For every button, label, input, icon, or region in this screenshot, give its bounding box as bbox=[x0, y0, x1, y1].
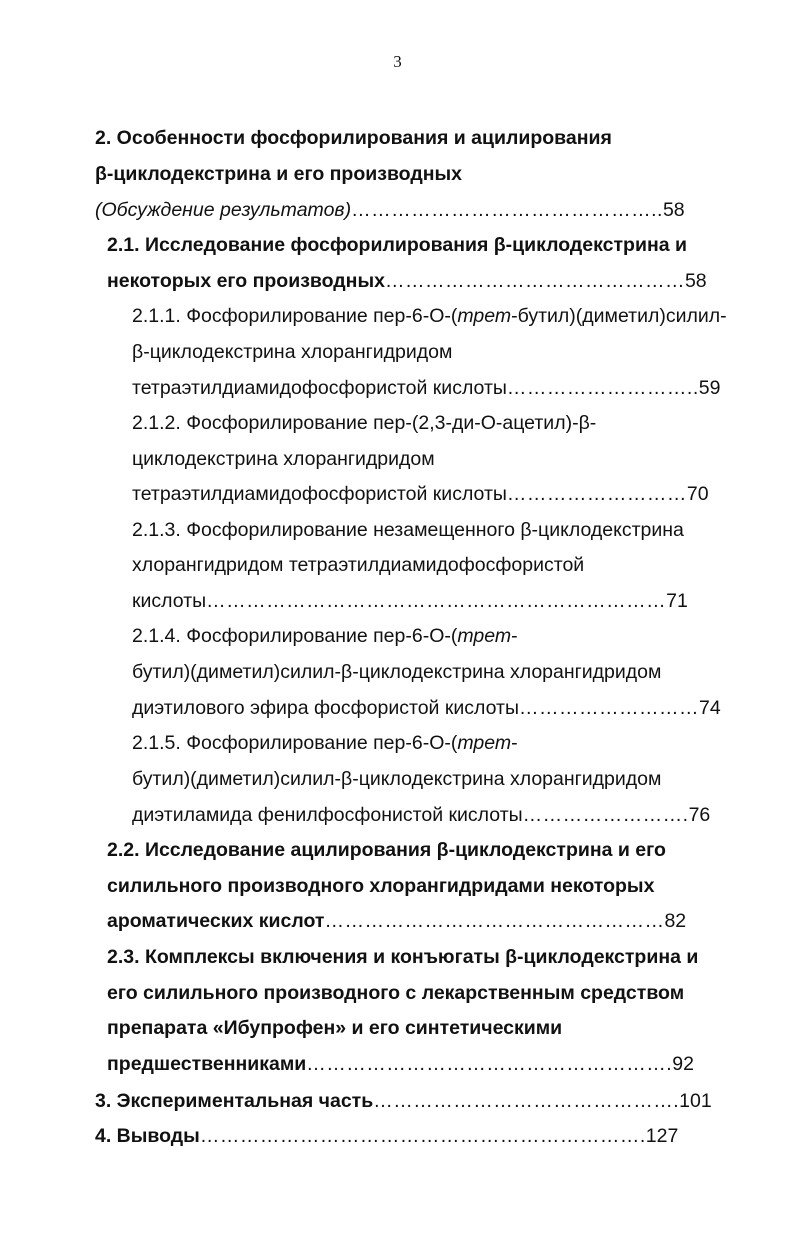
toc-chapter-2-entry[interactable] bbox=[95, 198, 685, 222]
toc-section-2-2-line-2: силильного производного хлорангидридами некоторых bbox=[107, 875, 655, 897]
toc-page-number: 82 bbox=[664, 910, 687, 932]
toc-section-2-3-line-3: препарата «Ибупрофен» и его синтетическими bbox=[107, 1017, 563, 1039]
toc-entry-text: 3. Экспериментальная часть bbox=[95, 1090, 374, 1112]
toc-chapter-4-entry[interactable] bbox=[95, 1124, 678, 1148]
page-number: 3 bbox=[393, 52, 402, 71]
toc-subsection-2-1-2-line-1: 2.1.2. Фосфорилирование пер-(2,3-ди-О-ацетил)-β- bbox=[132, 412, 597, 434]
toc-entry-text: тетраэтилдиамидофосфористой кислоты bbox=[132, 377, 507, 399]
toc-entry-text: некоторых его производных bbox=[107, 270, 385, 292]
toc-subsection-2-1-1-entry[interactable] bbox=[132, 376, 720, 400]
toc-leader-dots: ……………………. bbox=[522, 804, 689, 826]
toc-text-part: 2.1.5. Фосфорилирование пер-6-О-( bbox=[132, 732, 458, 754]
toc-page-number: 127 bbox=[645, 1125, 679, 1147]
toc-entry-text: ароматических кислот bbox=[107, 910, 325, 932]
toc-page-number: 70 bbox=[686, 483, 709, 505]
toc-leader-dots: ………………………………………………. bbox=[306, 1053, 673, 1075]
toc-chapter-2-title-line-2: β-циклодекстрина и его производных bbox=[95, 163, 462, 185]
toc-leader-dots: …………………………………………………………. bbox=[199, 1125, 646, 1147]
toc-subsection-2-1-1-line-2: β-циклодекстрина хлорангидридом bbox=[132, 341, 453, 363]
toc-leader-dots: ……………………… bbox=[519, 697, 700, 719]
toc-page-number: 58 bbox=[662, 199, 685, 221]
toc-subsection-2-1-2-entry[interactable] bbox=[132, 482, 709, 506]
toc-section-2-3-entry[interactable] bbox=[107, 1052, 694, 1076]
toc-entry-text: (Обсуждение результатов) bbox=[95, 199, 352, 221]
toc-text-italic: трет bbox=[457, 732, 512, 754]
toc-subsection-2-1-5-entry[interactable] bbox=[132, 803, 710, 827]
toc-subsection-2-1-2-line-2: циклодекстрина хлорангидридом bbox=[132, 448, 435, 470]
toc-leader-dots: ……………………… bbox=[506, 483, 687, 505]
toc-section-2-3-line-1: 2.3. Комплексы включения и конъюгаты β-циклодекстрина и bbox=[107, 946, 699, 968]
toc-text-part: - bbox=[511, 625, 518, 647]
toc-entry-text: диэтиламида фенилфосфонистой кислоты bbox=[132, 804, 523, 826]
toc-section-2-2-line-1: 2.2. Исследование ацилирования β-циклодекстрина и его bbox=[107, 839, 666, 861]
toc-text-italic: трет bbox=[457, 625, 512, 647]
toc-subsection-2-1-4-entry[interactable] bbox=[132, 696, 721, 720]
toc-chapter-2-title-line-1: 2. Особенности фосфорилирования и ацилирования bbox=[95, 127, 612, 149]
toc-leader-dots: ………………………………………. bbox=[373, 1090, 680, 1112]
toc-page-number: 59 bbox=[698, 377, 721, 399]
toc-leader-dots: …………………………………………………………… bbox=[206, 590, 667, 612]
toc-subsection-2-1-3-entry[interactable] bbox=[132, 589, 688, 613]
toc-section-2-2-entry[interactable] bbox=[107, 909, 686, 933]
toc-page-number: 74 bbox=[699, 697, 721, 719]
toc-text-part: -бутил)(диметил)силил- bbox=[511, 305, 727, 327]
toc-entry-text: 4. Выводы bbox=[95, 1125, 200, 1147]
toc-subsection-2-1-4-line-2: бутил)(диметил)силил-β-циклодекстрина хлорангидридом bbox=[132, 661, 662, 683]
toc-subsection-2-1-5-line-2: бутил)(диметил)силил-β-циклодекстрина хлорангидридом bbox=[132, 768, 662, 790]
toc-subsection-2-1-3-line-2: хлорангидридом тетраэтилдиамидофосфористой bbox=[132, 554, 585, 576]
toc-page-number: 76 bbox=[688, 804, 711, 826]
toc-page-number: 58 bbox=[684, 270, 707, 292]
toc-entry-text: кислоты bbox=[132, 590, 207, 612]
toc-text-italic: трет bbox=[457, 305, 512, 327]
toc-section-2-3-line-2: его силильного производного с лекарственным средством bbox=[107, 982, 685, 1004]
toc-section-2-1-entry[interactable] bbox=[107, 269, 707, 293]
toc-subsection-2-1-4-line-1 bbox=[132, 624, 518, 648]
toc-subsection-2-1-1-line-1 bbox=[132, 304, 727, 328]
toc-leader-dots: …………………………………………… bbox=[324, 910, 665, 932]
toc-text-part: 2.1.1. Фосфорилирование пер-6-О-( bbox=[132, 305, 458, 327]
toc-entry-text: тетраэтилдиамидофосфористой кислоты bbox=[132, 483, 507, 505]
toc-leader-dots: ……………………………………… bbox=[384, 270, 685, 292]
toc-leader-dots: ……………………………………….. bbox=[351, 199, 663, 221]
toc-subsection-2-1-3-line-1: 2.1.3. Фосфорилирование незамещенного β-циклодекстрина bbox=[132, 519, 684, 541]
toc-page-number: 101 bbox=[679, 1090, 712, 1112]
toc-text-part: - bbox=[511, 732, 518, 754]
toc-leader-dots: ……………………….. bbox=[506, 377, 699, 399]
toc-subsection-2-1-5-line-1 bbox=[132, 731, 518, 755]
toc-entry-text: предшественниками bbox=[107, 1053, 307, 1075]
toc-page-number: 92 bbox=[672, 1053, 694, 1075]
toc-section-2-1-line-1: 2.1. Исследование фосфорилирования β-циклодекстрина и bbox=[107, 234, 687, 256]
toc-chapter-3-entry[interactable] bbox=[95, 1089, 712, 1113]
toc-text-part: 2.1.4. Фосфорилирование пер-6-О-( bbox=[132, 625, 458, 647]
toc-entry-text: диэтилового эфира фосфористой кислоты bbox=[132, 697, 520, 719]
toc-page-number: 71 bbox=[666, 590, 688, 612]
